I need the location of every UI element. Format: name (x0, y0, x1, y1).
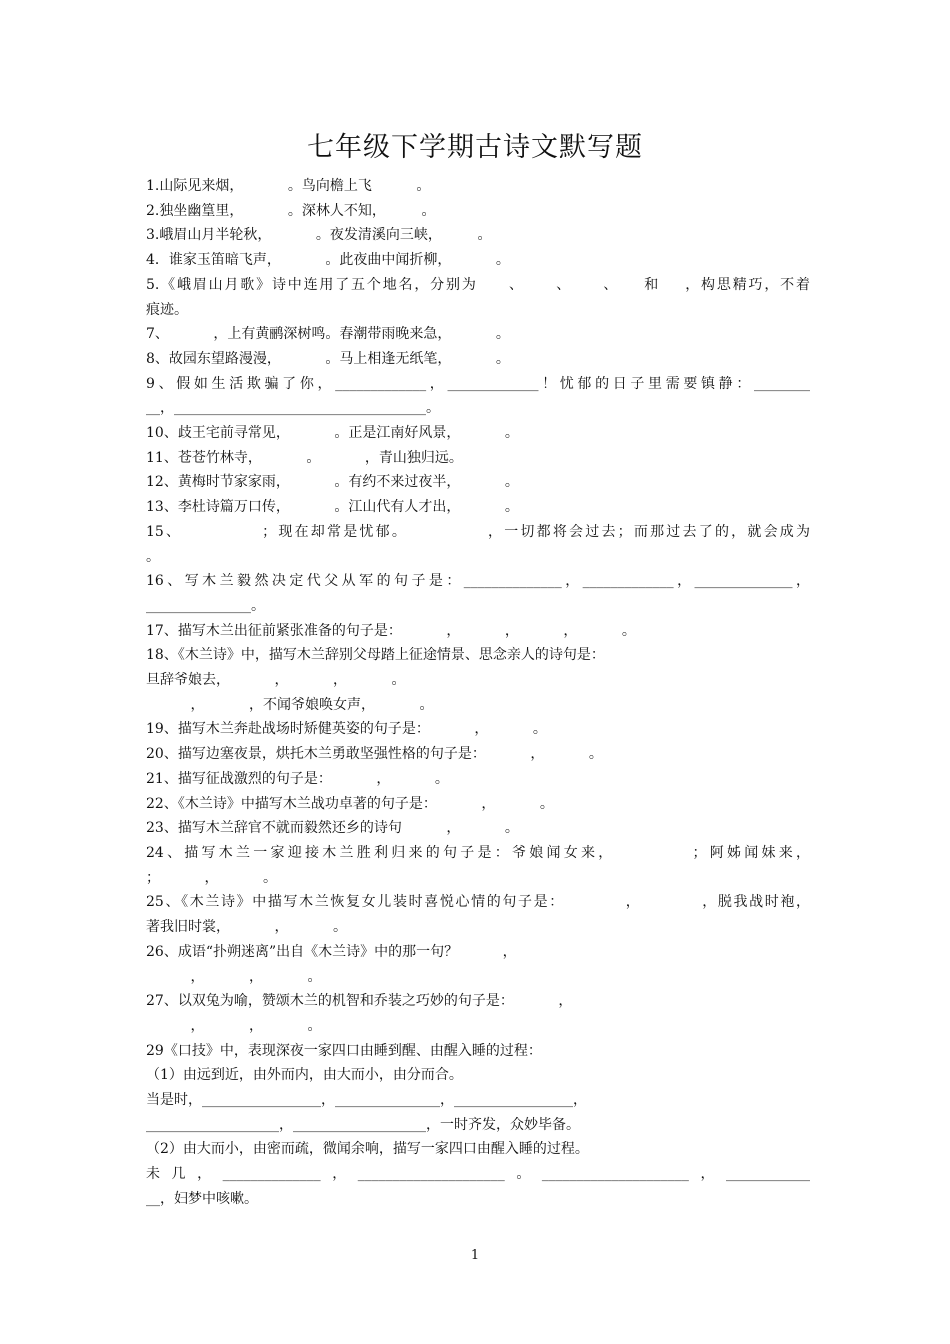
page-number: 1 (470, 1248, 480, 1263)
question-line: 26、成语“扑朔迷离”出自《木兰诗》中的那一句？ ， (146, 943, 517, 960)
question-line: 20、描写边塞夜景，烘托木兰勇敢坚强性格的句子是： ， 。 (146, 746, 603, 763)
question-line: 。 (146, 548, 160, 565)
question-line: ， ，不闻爷娘唤女声， 。 (146, 696, 434, 713)
question-line: 23、描写木兰辞官不就而毅然还乡的诗句 ， 。 (146, 820, 519, 837)
question-line: 16、写木兰毅然决定代父从军的句子是：______________，_____________，______________， (146, 573, 810, 590)
question-line: 2.独坐幽篁里， 。深林人不知， 。 (146, 202, 436, 219)
question-line: （2）由大而小，由密而疏，微闻余响，描写一家四口由醒入睡的过程。 (146, 1141, 589, 1158)
question-line: （1）由远到近，由外而内，由大而小，由分而合。 (146, 1067, 463, 1084)
question-line: 25、《木兰诗》中描写木兰恢复女儿装时喜悦心情的句子是： ， ，脱我战时袍， (146, 894, 810, 911)
document-title: 七年级下学期古诗文默写题 (307, 132, 643, 163)
question-line: 3.峨眉山月半轮秋， 。夜发清溪向三峡， 。 (146, 227, 492, 244)
question-line: 24、描写木兰一家迎接木兰胜利归来的句子是：爷娘闻女来， ；阿姊闻妹来， (146, 844, 810, 861)
question-line: __，妇梦中咳嗽。 (146, 1190, 258, 1207)
question-line: 29《口技》中，表现深夜一家四口由睡到醒、由醒入睡的过程： (146, 1042, 542, 1059)
question-line: __，____________________________________。 (146, 400, 440, 417)
question-line: 痕迹。 (146, 301, 188, 318)
question-line: 5.《峨眉山月歌》诗中连用了五个地名，分别为 、 、 、 和 ，构思精巧，不着 (146, 276, 810, 293)
question-line: _______________。 (146, 597, 265, 614)
question-line: 15、 ；现在却常是忧郁。 ，一切都将会过去；而那过去了的，就会成为 (146, 523, 810, 540)
question-line: 未几，______________，_____________________。_____________________，____________ (146, 1166, 810, 1183)
question-line: 18、《木兰诗》中，描写木兰辞别父母踏上征途情景、思念亲人的诗句是： (146, 647, 605, 664)
question-line: 19、描写木兰奔赴战场时矫健英姿的句子是： ， 。 (146, 721, 547, 738)
question-line: 10、歧王宅前寻常见， 。正是江南好风景， 。 (146, 425, 519, 442)
question-line: 著我旧时裳， ， 。 (146, 919, 348, 936)
question-line: 当是时，_________________，_______________，_________________， (146, 1092, 587, 1109)
question-line: 1.山际见来烟， 。鸟向檐上飞 。 (146, 178, 431, 194)
question-list (146, 174, 810, 1212)
question-line: ， ， 。 (146, 1017, 322, 1034)
question-line: ； ， 。 (146, 869, 278, 886)
question-line: 27、以双兔为喻，赞颂木兰的机智和乔装之巧妙的句子是： ， (146, 993, 573, 1010)
question-line: 22、《木兰诗》中描写木兰战功卓著的句子是： ， 。 (146, 795, 554, 812)
question-line: 9、假如生活欺骗了你，_____________，_____________！忧郁的日子里需要镇静：________ (146, 375, 810, 392)
question-line: 旦辞爷娘去， ， ， 。 (146, 672, 406, 689)
question-line: 4．谁家玉笛暗飞声， 。此夜曲中闻折柳， 。 (146, 252, 510, 269)
question-line: 17、描写木兰出征前紧张准备的句子是： ， ， ， 。 (146, 622, 636, 639)
question-line: 12、黄梅时节家家雨， 。有约不来过夜半， 。 (146, 474, 519, 491)
question-line: 13、李杜诗篇万口传， 。江山代有人才出， 。 (146, 499, 519, 516)
question-line: 11、苍苍竹林寺， 。 ，青山独归远。 (146, 449, 463, 466)
question-line: 21、描写征战激烈的句子是： ， 。 (146, 770, 449, 787)
question-line: 7、 ，上有黄鹂深树鸣。春潮带雨晚来急， 。 (146, 326, 510, 343)
question-line: ， ， 。 (146, 968, 322, 985)
question-line: 8、故园东望路漫漫， 。马上相逢无纸笔， 。 (146, 350, 510, 367)
question-line: ___________________，___________________，一时齐发，众妙毕备。 (146, 1116, 580, 1133)
